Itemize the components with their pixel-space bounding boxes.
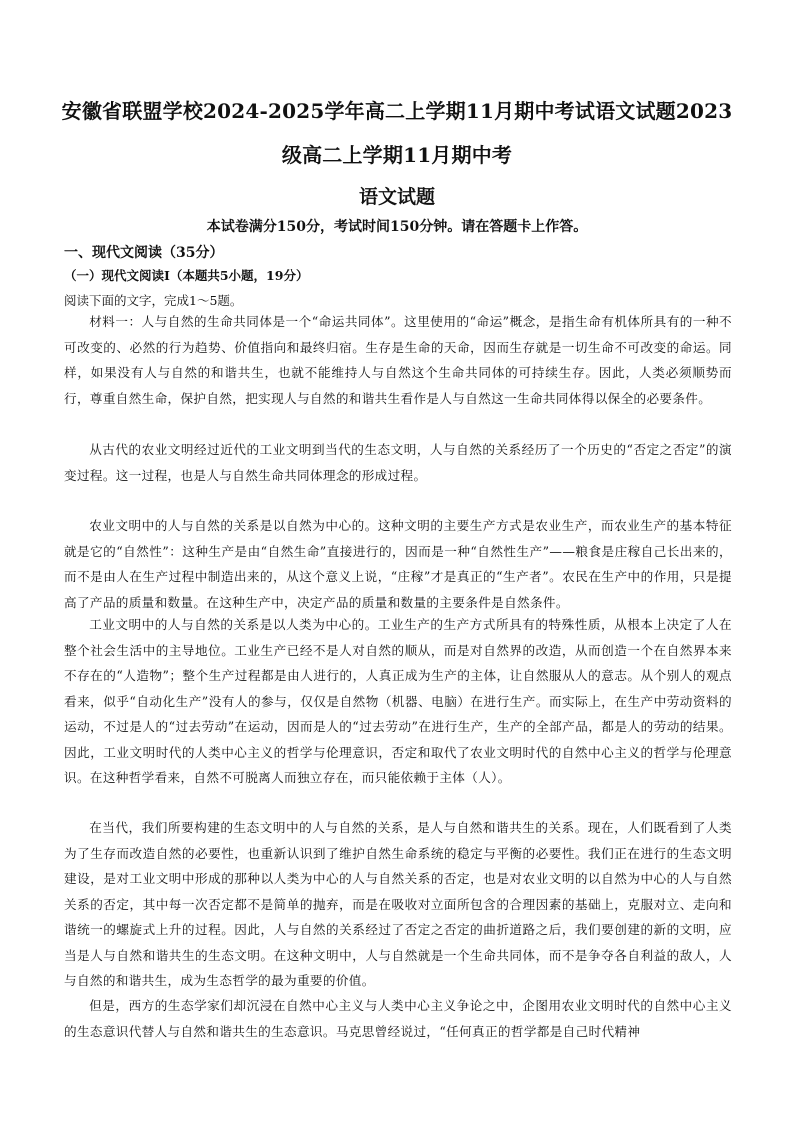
document-subtitle: 语文试题	[358, 186, 435, 208]
paragraph-3: 农业文明中的人与自然的关系是以自然为中心的。这种文明的主要生产方式是农业生产，而农业生产的基本特征就是它的“自然性”：这种生产是由“自然生命”直接进行的，因而是一种“自然性生产”——粮食是庄稼自己长出来的，而不是由人在生产过程中制造出来的，从这个意义上说，“庄稼”才是真正的“生产者”。农民在生产中的作用，只是提高了产品的质量和数量。在这种生产中，决定产品的质量和数量的主要条件是自然条件。	[64, 518, 732, 610]
reading-instruction: 阅读下面的文字，完成1～5题。	[64, 293, 243, 308]
document-title-line-2: 级高二上学期11月期中考	[281, 143, 513, 167]
exam-info: 本试卷满分150分，考试时间150分钟。请在答题卡上作答。	[206, 219, 588, 235]
paragraph-5: 在当代，我们所要构建的生态文明中的人与自然的关系，是人与自然和谐共生的关系。现在，人们既看到了人类为了生存而改造自然的必要性，也重新认识到了维护自然生命系统的稳定与平衡的必要性。我们正在进行的生态文明建设，是对工业文明中形成的那种以人类为中心的人与自然关系的否定，也是对农业文明的以自然为中心的人与自然关系的否定，其中每一次否定都不是简单的抛弃，而是在吸收对立面所包含的合理因素的基础上，克服对立、走向和谐统一的螺旋式上升的过程。因此，人与自然的关系经过了否定之否定的曲折道路之后，我们要创建的新的文明，应当是人与自然和谐共生的生态文明。在这种文明中，人与自然就是一个生命共同体，而不是争夺各自利益的敌人，人与自然的和谐共生，成为生态哲学的最为重要的价值。	[64, 820, 732, 988]
paragraph-4: 工业文明中的人与自然的关系是以人类为中心的。工业生产的生产方式所具有的特殊性质，从根本上决定了人在整个社会生活中的主导地位。工业生产已经不是人对自然的顺从，而是对自然界的改造，从而创造一个在自然界本来不存在的“人造物”；整个生产过程都是由人进行的，人真正成为生产的主体，让自然服从人的意志。从个别人的观点看来，似乎“自动化生产”没有人的参与，仅仅是自然物（机器、电脑）在进行生产。而实际上，在生产中劳动资料的运动，不过是人的“过去劳动”在运动，因而是人的“过去劳动”在进行生产，生产的全部产品，都是人的劳动的结果。因此，工业文明时代的人类中心主义的哲学与伦理意识，否定和取代了农业文明时代的自然中心主义的哲学与伦理意识。在这种哲学看来，自然不可脱离人而独立存在，而只能依赖于主体（人）。	[64, 617, 732, 785]
document-title-line-1: 安徽省联盟学校2024-2025学年高二上学期11月期中考试语文试题2023	[61, 99, 733, 123]
paragraph-1: 材料一：人与自然的生命共同体是一个“命运共同体”。这里使用的“命运”概念，是指生命有机体所具有的一种不可改变的、必然的行为趋势、价值指向和最终归宿。生存是生命的天命，因而生存就是一切生命不可改变的命运。同样，如果没有人与自然的和谐共生，也就不能维持人与自然这个生命共同体的可持续生存。因此，人类必须顺势而行，尊重自然生命，保护自然，把实现人与自然的和谐共生看作是人与自然这一生命共同体得以保全的必要条件。	[64, 314, 732, 406]
section-heading: 一、现代文阅读（35分）	[64, 245, 224, 261]
subsection-heading: （一）现代文阅读Ⅰ（本题共5小题，19分）	[64, 268, 309, 283]
paragraph-6: 但是，西方的生态学家们却沉浸在自然中心主义与人类中心主义争论之中，企图用农业文明时代的自然中心主义的生态意识代替人与自然和谐共生的生态意识。马克思曾经说过，“任何真正的哲学都是自己时代精神	[64, 998, 732, 1039]
paragraph-2: 从古代的农业文明经过近代的工业文明到当代的生态文明，人与自然的关系经历了一个历史的“否定之否定”的演变过程。这一过程，也是人与自然生命共同体理念的形成过程。	[64, 442, 732, 483]
